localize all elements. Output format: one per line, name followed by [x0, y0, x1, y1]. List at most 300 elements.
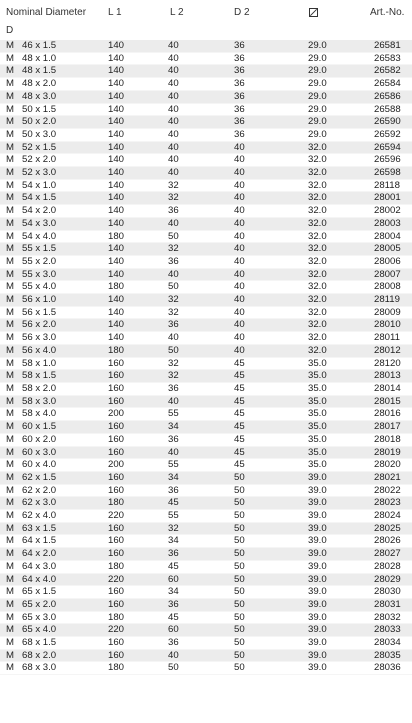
cell-art: 28019 [374, 446, 412, 459]
cell-l1: 160 [108, 522, 168, 535]
cell-l1: 140 [108, 205, 168, 218]
cell-sq: 39.0 [308, 497, 374, 510]
cell-art: 28024 [374, 510, 412, 523]
cell-d: 48 x 3.0 [22, 90, 108, 103]
cell-d2: 36 [234, 78, 308, 91]
cell-art: 28023 [374, 497, 412, 510]
cell-art: 28022 [374, 484, 412, 497]
cell-d: 55 x 3.0 [22, 268, 108, 281]
cell-l2: 40 [168, 65, 234, 78]
cell-d2: 45 [234, 382, 308, 395]
cell-d: 50 x 1.5 [22, 103, 108, 116]
cell-m: M [0, 446, 22, 459]
table-row [0, 662, 412, 675]
cell-d2: 45 [234, 395, 308, 408]
cell-d: 62 x 3.0 [22, 497, 108, 510]
header-d2: D 2 [234, 7, 250, 18]
cell-m: M [0, 471, 22, 484]
cell-d: 68 x 1.5 [22, 637, 108, 650]
cell-l1: 140 [108, 78, 168, 91]
cell-d2: 50 [234, 637, 308, 650]
square-drive-icon [309, 8, 318, 17]
cell-m: M [0, 268, 22, 281]
table-row [0, 611, 412, 624]
cell-art: 28027 [374, 548, 412, 561]
cell-l1: 140 [108, 319, 168, 332]
table-row [0, 141, 412, 154]
cell-l1: 180 [108, 281, 168, 294]
cell-m: M [0, 624, 22, 637]
cell-art: 28018 [374, 433, 412, 446]
cell-m: M [0, 230, 22, 243]
table-row [0, 90, 412, 103]
cell-art: 28025 [374, 522, 412, 535]
cell-sq: 32.0 [308, 179, 374, 192]
cell-m: M [0, 128, 22, 141]
cell-l1: 160 [108, 395, 168, 408]
cell-l2: 40 [168, 128, 234, 141]
cell-m: M [0, 205, 22, 218]
cell-sq: 32.0 [308, 141, 374, 154]
cell-l1: 220 [108, 510, 168, 523]
cell-art: 28032 [374, 611, 412, 624]
cell-m: M [0, 510, 22, 523]
cell-d2: 36 [234, 40, 308, 52]
cell-l1: 140 [108, 141, 168, 154]
cell-art: 28014 [374, 382, 412, 395]
cell-sq: 32.0 [308, 281, 374, 294]
cell-l2: 45 [168, 611, 234, 624]
cell-art: 26598 [374, 167, 412, 180]
cell-l2: 40 [168, 78, 234, 91]
cell-d2: 45 [234, 370, 308, 383]
cell-l2: 32 [168, 357, 234, 370]
cell-l2: 45 [168, 560, 234, 573]
cell-sq: 35.0 [308, 433, 374, 446]
cell-l1: 140 [108, 65, 168, 78]
table-row [0, 230, 412, 243]
cell-m: M [0, 192, 22, 205]
cell-d: 52 x 1.5 [22, 141, 108, 154]
cell-d2: 50 [234, 548, 308, 561]
cell-sq: 29.0 [308, 52, 374, 65]
cell-d: 50 x 3.0 [22, 128, 108, 141]
cell-l1: 160 [108, 484, 168, 497]
cell-l1: 160 [108, 548, 168, 561]
cell-sq: 32.0 [308, 167, 374, 180]
cell-d: 60 x 1.5 [22, 421, 108, 434]
cell-d2: 36 [234, 116, 308, 129]
cell-d2: 50 [234, 535, 308, 548]
cell-sq: 29.0 [308, 128, 374, 141]
table-row [0, 408, 412, 421]
cell-l2: 40 [168, 40, 234, 52]
cell-l2: 34 [168, 471, 234, 484]
cell-l2: 50 [168, 344, 234, 357]
cell-d: 68 x 3.0 [22, 662, 108, 675]
cell-l1: 140 [108, 167, 168, 180]
cell-l2: 34 [168, 586, 234, 599]
cell-l2: 36 [168, 598, 234, 611]
cell-m: M [0, 357, 22, 370]
cell-d2: 50 [234, 662, 308, 675]
cell-d2: 50 [234, 598, 308, 611]
cell-d2: 45 [234, 459, 308, 472]
cell-d2: 40 [234, 167, 308, 180]
cell-l2: 34 [168, 535, 234, 548]
table-row [0, 294, 412, 307]
cell-m: M [0, 78, 22, 91]
table-row [0, 459, 412, 472]
cell-l1: 200 [108, 408, 168, 421]
cell-l2: 32 [168, 522, 234, 535]
table-row [0, 446, 412, 459]
cell-sq: 35.0 [308, 459, 374, 472]
table-row [0, 433, 412, 446]
cell-d: 65 x 1.5 [22, 586, 108, 599]
cell-sq: 39.0 [308, 649, 374, 662]
cell-m: M [0, 217, 22, 230]
header-d: D [6, 25, 14, 36]
cell-d: 56 x 4.0 [22, 344, 108, 357]
cell-l1: 140 [108, 40, 168, 52]
cell-d2: 50 [234, 611, 308, 624]
cell-sq: 39.0 [308, 637, 374, 650]
cell-l2: 36 [168, 637, 234, 650]
cell-l1: 160 [108, 446, 168, 459]
cell-l2: 36 [168, 319, 234, 332]
cell-art: 28005 [374, 243, 412, 256]
cell-d2: 50 [234, 522, 308, 535]
cell-art: 28010 [374, 319, 412, 332]
cell-art: 28026 [374, 535, 412, 548]
cell-l1: 220 [108, 573, 168, 586]
cell-d2: 40 [234, 192, 308, 205]
cell-sq: 35.0 [308, 382, 374, 395]
table-row [0, 179, 412, 192]
cell-l2: 40 [168, 116, 234, 129]
cell-l1: 180 [108, 230, 168, 243]
cell-l2: 60 [168, 624, 234, 637]
cell-l2: 40 [168, 395, 234, 408]
cell-d2: 36 [234, 90, 308, 103]
cell-art: 28008 [374, 281, 412, 294]
table-row [0, 560, 412, 573]
cell-d: 54 x 1.0 [22, 179, 108, 192]
cell-art: 26584 [374, 78, 412, 91]
cell-d: 64 x 1.5 [22, 535, 108, 548]
table-row [0, 243, 412, 256]
cell-d: 52 x 3.0 [22, 167, 108, 180]
table-row [0, 116, 412, 129]
cell-m: M [0, 294, 22, 307]
cell-d: 62 x 1.5 [22, 471, 108, 484]
cell-art: 28035 [374, 649, 412, 662]
cell-d2: 40 [234, 294, 308, 307]
cell-l2: 40 [168, 332, 234, 345]
cell-sq: 32.0 [308, 243, 374, 256]
cell-d: 54 x 2.0 [22, 205, 108, 218]
cell-sq: 32.0 [308, 154, 374, 167]
cell-art: 28030 [374, 586, 412, 599]
cell-sq: 39.0 [308, 662, 374, 675]
table-row [0, 370, 412, 383]
cell-art: 26586 [374, 90, 412, 103]
cell-d: 65 x 4.0 [22, 624, 108, 637]
cell-m: M [0, 611, 22, 624]
cell-d2: 45 [234, 408, 308, 421]
cell-art: 26594 [374, 141, 412, 154]
cell-d: 62 x 4.0 [22, 510, 108, 523]
table-row [0, 497, 412, 510]
cell-d2: 50 [234, 573, 308, 586]
cell-sq: 39.0 [308, 484, 374, 497]
cell-d2: 36 [234, 52, 308, 65]
cell-art: 28029 [374, 573, 412, 586]
cell-l1: 180 [108, 560, 168, 573]
cell-d2: 50 [234, 484, 308, 497]
cell-l2: 32 [168, 243, 234, 256]
cell-m: M [0, 344, 22, 357]
cell-l1: 140 [108, 243, 168, 256]
cell-l1: 160 [108, 421, 168, 434]
cell-l2: 60 [168, 573, 234, 586]
cell-l1: 140 [108, 217, 168, 230]
cell-sq: 32.0 [308, 332, 374, 345]
cell-d2: 40 [234, 319, 308, 332]
cell-m: M [0, 395, 22, 408]
cell-sq: 35.0 [308, 357, 374, 370]
cell-m: M [0, 332, 22, 345]
cell-art: 28009 [374, 306, 412, 319]
cell-m: M [0, 154, 22, 167]
cell-art: 28120 [374, 357, 412, 370]
cell-d2: 50 [234, 649, 308, 662]
cell-art: 28017 [374, 421, 412, 434]
cell-d: 55 x 2.0 [22, 255, 108, 268]
cell-d2: 50 [234, 510, 308, 523]
cell-d2: 40 [234, 281, 308, 294]
cell-sq: 32.0 [308, 268, 374, 281]
cell-m: M [0, 548, 22, 561]
cell-d: 48 x 1.5 [22, 65, 108, 78]
cell-d: 54 x 4.0 [22, 230, 108, 243]
table-row [0, 128, 412, 141]
cell-m: M [0, 382, 22, 395]
cell-m: M [0, 167, 22, 180]
table-header [0, 0, 412, 40]
cell-d2: 50 [234, 471, 308, 484]
cell-l2: 36 [168, 484, 234, 497]
cell-l1: 160 [108, 586, 168, 599]
product-table [0, 40, 412, 675]
cell-d: 54 x 1.5 [22, 192, 108, 205]
cell-art: 28012 [374, 344, 412, 357]
cell-m: M [0, 560, 22, 573]
cell-d: 58 x 1.5 [22, 370, 108, 383]
cell-sq: 32.0 [308, 205, 374, 218]
cell-l1: 220 [108, 624, 168, 637]
cell-d: 48 x 2.0 [22, 78, 108, 91]
cell-d: 62 x 2.0 [22, 484, 108, 497]
cell-d: 64 x 4.0 [22, 573, 108, 586]
cell-m: M [0, 522, 22, 535]
cell-d2: 40 [234, 205, 308, 218]
cell-m: M [0, 433, 22, 446]
cell-m: M [0, 281, 22, 294]
table-row [0, 306, 412, 319]
cell-l2: 40 [168, 217, 234, 230]
cell-art: 28119 [374, 294, 412, 307]
cell-d: 64 x 3.0 [22, 560, 108, 573]
cell-sq: 39.0 [308, 598, 374, 611]
cell-l1: 140 [108, 332, 168, 345]
table-row [0, 535, 412, 548]
cell-d: 60 x 3.0 [22, 446, 108, 459]
cell-l1: 140 [108, 154, 168, 167]
cell-d2: 45 [234, 433, 308, 446]
cell-sq: 29.0 [308, 90, 374, 103]
cell-sq: 39.0 [308, 560, 374, 573]
table-row [0, 40, 412, 52]
cell-l2: 40 [168, 154, 234, 167]
cell-l1: 180 [108, 344, 168, 357]
cell-sq: 39.0 [308, 522, 374, 535]
cell-l2: 40 [168, 268, 234, 281]
cell-l1: 140 [108, 52, 168, 65]
cell-l1: 160 [108, 370, 168, 383]
cell-d2: 40 [234, 179, 308, 192]
cell-art: 28016 [374, 408, 412, 421]
table-row [0, 344, 412, 357]
cell-m: M [0, 573, 22, 586]
cell-m: M [0, 408, 22, 421]
cell-art: 28021 [374, 471, 412, 484]
cell-m: M [0, 535, 22, 548]
cell-l1: 160 [108, 649, 168, 662]
cell-m: M [0, 484, 22, 497]
cell-d2: 50 [234, 586, 308, 599]
cell-l2: 40 [168, 167, 234, 180]
cell-sq: 35.0 [308, 446, 374, 459]
cell-sq: 39.0 [308, 573, 374, 586]
table-row [0, 484, 412, 497]
cell-d2: 45 [234, 446, 308, 459]
cell-l1: 140 [108, 268, 168, 281]
cell-m: M [0, 306, 22, 319]
cell-m: M [0, 649, 22, 662]
table-row [0, 573, 412, 586]
cell-l2: 32 [168, 192, 234, 205]
cell-sq: 35.0 [308, 370, 374, 383]
cell-l2: 34 [168, 421, 234, 434]
cell-d2: 40 [234, 268, 308, 281]
cell-m: M [0, 497, 22, 510]
cell-d: 58 x 2.0 [22, 382, 108, 395]
cell-m: M [0, 421, 22, 434]
cell-d: 60 x 2.0 [22, 433, 108, 446]
cell-m: M [0, 637, 22, 650]
cell-l2: 40 [168, 446, 234, 459]
cell-art: 28003 [374, 217, 412, 230]
cell-sq: 32.0 [308, 306, 374, 319]
cell-l1: 160 [108, 357, 168, 370]
table-row [0, 357, 412, 370]
table-row [0, 319, 412, 332]
cell-sq: 29.0 [308, 65, 374, 78]
table-row [0, 281, 412, 294]
cell-m: M [0, 586, 22, 599]
cell-m: M [0, 255, 22, 268]
cell-sq: 32.0 [308, 192, 374, 205]
cell-m: M [0, 52, 22, 65]
cell-l2: 36 [168, 205, 234, 218]
cell-d2: 40 [234, 255, 308, 268]
table-row [0, 649, 412, 662]
table-row [0, 103, 412, 116]
cell-l1: 160 [108, 382, 168, 395]
cell-sq: 35.0 [308, 421, 374, 434]
cell-d2: 40 [234, 306, 308, 319]
cell-d: 64 x 2.0 [22, 548, 108, 561]
cell-art: 28007 [374, 268, 412, 281]
cell-m: M [0, 598, 22, 611]
cell-d2: 36 [234, 65, 308, 78]
table-row [0, 382, 412, 395]
cell-d: 56 x 2.0 [22, 319, 108, 332]
cell-l1: 140 [108, 255, 168, 268]
table-row [0, 637, 412, 650]
cell-d: 58 x 4.0 [22, 408, 108, 421]
cell-l2: 55 [168, 408, 234, 421]
cell-sq: 39.0 [308, 510, 374, 523]
table-row [0, 586, 412, 599]
cell-l1: 180 [108, 662, 168, 675]
table-row [0, 332, 412, 345]
cell-l2: 36 [168, 255, 234, 268]
cell-l1: 160 [108, 598, 168, 611]
cell-art: 28002 [374, 205, 412, 218]
cell-art: 26592 [374, 128, 412, 141]
cell-l2: 50 [168, 281, 234, 294]
table-row [0, 192, 412, 205]
cell-d: 65 x 3.0 [22, 611, 108, 624]
cell-m: M [0, 459, 22, 472]
table-row [0, 268, 412, 281]
cell-m: M [0, 116, 22, 129]
cell-d: 55 x 1.5 [22, 243, 108, 256]
cell-m: M [0, 319, 22, 332]
cell-sq: 35.0 [308, 395, 374, 408]
table-row [0, 205, 412, 218]
cell-l1: 140 [108, 90, 168, 103]
cell-l1: 140 [108, 116, 168, 129]
cell-art: 28033 [374, 624, 412, 637]
cell-d2: 45 [234, 357, 308, 370]
header-nominal-diameter: Nominal Diameter [6, 7, 87, 18]
cell-d: 54 x 3.0 [22, 217, 108, 230]
table-row [0, 52, 412, 65]
table-row [0, 65, 412, 78]
table-row [0, 471, 412, 484]
table-row [0, 167, 412, 180]
cell-l2: 40 [168, 90, 234, 103]
cell-l2: 40 [168, 52, 234, 65]
cell-m: M [0, 662, 22, 675]
cell-sq: 32.0 [308, 217, 374, 230]
cell-art: 28020 [374, 459, 412, 472]
table-row [0, 395, 412, 408]
